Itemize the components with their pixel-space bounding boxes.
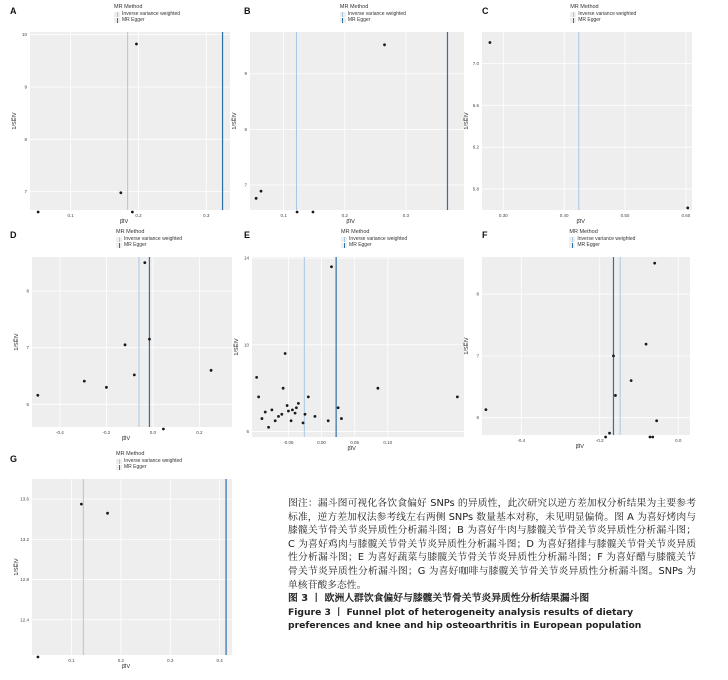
legend-label: MR Egger: [122, 17, 145, 23]
data-point: [653, 262, 656, 265]
x-tick-label: 0.2: [117, 658, 125, 663]
y-axis-label: 1/SE̅IV: [232, 112, 238, 130]
data-point: [327, 419, 330, 422]
y-tick-label: 8: [24, 136, 27, 142]
plot-background: [250, 32, 464, 210]
funnel-plot-svg: [232, 0, 478, 228]
x-tick-label: 0.3: [402, 213, 410, 218]
legend-label: Inverse variance weighted: [347, 11, 406, 17]
legend-label: Inverse variance weighted: [124, 458, 183, 464]
data-point: [290, 419, 293, 422]
data-point: [651, 436, 654, 439]
plot-background: [482, 32, 692, 210]
legend-label: Inverse variance weighted: [349, 236, 408, 242]
x-tick-label: 0.1: [67, 213, 74, 218]
data-point: [291, 408, 294, 411]
legend-title: MR Method: [570, 4, 599, 10]
x-tick-label: -0.2: [102, 430, 111, 435]
x-tick-label: -0.4: [517, 438, 526, 443]
legend-label: MR Egger: [349, 242, 372, 248]
data-point: [686, 207, 689, 210]
data-point: [294, 412, 297, 415]
data-point: [80, 503, 83, 506]
x-axis-label: β̂IV: [575, 444, 584, 450]
figure-caption: [288, 497, 696, 633]
x-tick-label: 0.4: [216, 658, 223, 663]
legend-title: MR Method: [569, 229, 598, 235]
x-tick-label: 0.3: [203, 213, 210, 218]
data-point: [489, 41, 492, 44]
y-tick-label: 6: [26, 401, 29, 407]
data-point: [340, 417, 343, 420]
legend-label: Inverse variance weighted: [578, 11, 637, 17]
data-point: [37, 211, 40, 214]
data-point: [280, 413, 283, 416]
caption-body: 图注：漏斗图可视化各饮食偏好 SNPs 的异质性，此次研究以逆方差加权分析结果为主要参考标准，逆方差加权法参考线左右两侧 SNPs 数量基本对称，未见明显偏倚。图 A 为喜好烤肉与膝髋关节骨关节炎异质性分析漏斗图；B 为喜好牛肉与膝髋关节骨关节炎异质性分析漏斗图；C 为喜好鸡肉与膝髋关节骨关节炎异质性分析漏斗图；D 为喜好猪排与膝髋关节骨关节炎异质性分析漏斗图；E 为喜好蔬菜与膝髋关节骨关节炎异质性分析漏斗图；F 为喜好醋与膝髋关节骨关节炎异质性分析漏斗图；G 为喜好咖啡与膝髋关节骨关节炎异质性分析漏斗图。SNPs 为单核苷酸多态性。: [288, 498, 696, 591]
panel-a: [0, 0, 240, 228]
y-tick-label: 14: [243, 255, 249, 261]
panel-f: [464, 226, 728, 456]
caption-title-en: Figure 3 丨 Funnel plot of heterogeneity analysis results of dietary preferences and knee and hip osteoarthritis in European population: [288, 606, 642, 632]
data-point: [264, 411, 267, 414]
data-point: [257, 395, 260, 398]
data-point: [284, 352, 287, 355]
plot-background: [32, 257, 232, 427]
legend-label: MR Egger: [347, 17, 371, 23]
data-point: [282, 387, 285, 390]
panel-g: [0, 450, 240, 680]
data-point: [37, 656, 40, 659]
funnel-plot-svg: [464, 0, 728, 228]
legend-label: MR Egger: [578, 17, 601, 23]
data-point: [286, 404, 289, 407]
y-axis-label: 1/SE̅IV: [464, 112, 470, 130]
data-point: [287, 410, 290, 413]
data-point: [255, 376, 258, 379]
data-point: [645, 343, 648, 346]
x-tick-label: 0.1: [68, 658, 75, 663]
data-point: [337, 406, 340, 409]
data-point: [261, 417, 264, 420]
x-tick-label: 0.2: [196, 430, 203, 435]
data-point: [260, 190, 263, 193]
data-point: [604, 436, 607, 439]
data-point: [143, 261, 146, 264]
y-axis-label: 1/SE̅IV: [14, 558, 20, 576]
data-point: [485, 408, 488, 411]
legend-label: MR Egger: [577, 242, 600, 248]
data-point: [302, 422, 305, 425]
x-tick-label: 0.40: [559, 213, 569, 218]
x-axis-label: β̂IV: [347, 446, 356, 452]
x-tick-label: 0.60: [681, 213, 691, 218]
panel-d: [0, 226, 240, 456]
y-tick-label: 7: [24, 189, 27, 195]
data-point: [295, 406, 298, 409]
data-point: [135, 43, 138, 46]
data-point: [274, 419, 277, 422]
legend-label: Inverse variance weighted: [122, 11, 181, 17]
x-tick-label: -0.4: [56, 430, 64, 435]
y-tick-label: 12.8: [20, 577, 29, 583]
data-point: [314, 415, 317, 418]
legend-label: Inverse variance weighted: [124, 236, 183, 242]
legend-label: Inverse variance weighted: [577, 236, 636, 242]
panel-letter: C: [482, 6, 489, 16]
x-axis-label: β̂IV: [121, 436, 131, 442]
data-point: [133, 373, 136, 376]
data-point: [267, 426, 270, 429]
y-tick-label: 7.0: [472, 60, 479, 66]
data-point: [630, 379, 633, 382]
panel-e: [234, 226, 478, 456]
x-axis-label: β̂IV: [576, 219, 585, 225]
y-tick-label: 10: [21, 32, 27, 38]
data-point: [614, 394, 617, 397]
data-point: [36, 394, 39, 397]
data-point: [330, 265, 333, 268]
y-tick-label: 5.8: [472, 186, 479, 192]
x-tick-label: -0.05: [283, 440, 294, 445]
y-tick-label: 7: [244, 182, 247, 188]
data-point: [312, 211, 315, 214]
data-point: [307, 395, 310, 398]
panel-letter: E: [244, 230, 251, 240]
y-tick-label: 10: [243, 342, 249, 348]
panel-letter: D: [10, 230, 17, 240]
y-tick-label: 7: [476, 353, 479, 359]
data-point: [383, 43, 386, 46]
data-point: [210, 369, 213, 372]
x-axis-label: β̂IV: [121, 664, 131, 670]
y-tick-label: 6.6: [472, 102, 479, 108]
data-point: [376, 387, 379, 390]
x-tick-label: 0.2: [341, 213, 348, 218]
x-tick-label: 0.1: [280, 213, 287, 218]
panel-c: [464, 0, 728, 228]
legend-title: MR Method: [116, 229, 145, 235]
x-tick-label: 0.2: [135, 213, 142, 218]
data-point: [304, 413, 307, 416]
y-axis-label: 1/SE̅IV: [234, 338, 240, 356]
x-tick-label: 0.05: [350, 440, 360, 445]
funnel-plot-svg: [0, 226, 240, 456]
y-tick-label: 9: [24, 84, 27, 90]
legend-title: MR Method: [341, 229, 370, 235]
panel-letter: G: [10, 454, 18, 464]
y-tick-label: 8: [244, 126, 247, 132]
y-tick-label: 6: [246, 429, 249, 435]
x-tick-label: 0.0: [149, 430, 157, 435]
legend-title: MR Method: [339, 4, 369, 10]
data-point: [124, 343, 127, 346]
x-tick-label: 0.00: [317, 440, 326, 445]
data-point: [456, 395, 459, 398]
panel-letter: A: [10, 6, 17, 16]
y-tick-label: 13.2: [20, 536, 29, 542]
y-tick-label: 8: [26, 288, 29, 294]
funnel-plot-svg: [0, 0, 240, 228]
data-point: [105, 386, 108, 389]
legend-label: MR Egger: [124, 464, 147, 470]
caption-title-cn: 图 3 丨 欧洲人群饮食偏好与膝髋关节骨关节炎异质性分析结果漏斗图: [288, 593, 590, 605]
y-tick-label: 8: [476, 291, 479, 297]
data-point: [162, 428, 165, 431]
y-tick-label: 6: [476, 415, 479, 421]
legend-title: MR Method: [114, 4, 143, 10]
panel-b: [232, 0, 478, 228]
x-axis-label: β̂IV: [119, 219, 129, 225]
plot-background: [30, 32, 230, 210]
funnel-plot-svg: [464, 226, 728, 456]
data-point: [255, 197, 258, 200]
plot-background: [252, 257, 464, 437]
data-point: [106, 512, 109, 515]
data-point: [270, 408, 273, 411]
data-point: [608, 432, 611, 435]
y-tick-label: 13.6: [20, 496, 29, 502]
data-point: [296, 211, 299, 214]
x-tick-label: 0.50: [620, 213, 630, 218]
x-tick-label: 0.30: [498, 213, 508, 218]
data-point: [131, 211, 134, 214]
y-axis-label: 1/SE̅IV: [464, 337, 470, 355]
y-axis-label: 1/SE̅IV: [14, 333, 20, 351]
y-tick-label: 12.4: [20, 617, 29, 623]
x-tick-label: 0.0: [675, 438, 682, 443]
y-tick-label: 6.2: [472, 144, 479, 150]
plot-background: [482, 257, 690, 435]
legend-label: MR Egger: [124, 242, 147, 248]
legend-title: MR Method: [116, 451, 145, 457]
y-tick-label: 9: [244, 71, 247, 77]
data-point: [148, 338, 151, 341]
panel-letter: F: [482, 230, 488, 240]
data-point: [297, 402, 300, 405]
data-point: [277, 415, 280, 418]
x-tick-label: -0.2: [595, 438, 604, 443]
funnel-plot-svg: [234, 226, 478, 456]
data-point: [83, 380, 86, 383]
data-point: [655, 419, 658, 422]
plot-background: [32, 479, 232, 655]
y-tick-label: 7: [26, 345, 29, 351]
panel-letter: B: [244, 6, 251, 16]
y-axis-label: 1/SE̅IV: [12, 112, 18, 130]
data-point: [649, 436, 652, 439]
funnel-plot-svg: [0, 450, 240, 680]
x-tick-label: 0.3: [167, 658, 174, 663]
data-point: [119, 191, 122, 194]
x-tick-label: 0.10: [383, 440, 393, 445]
data-point: [612, 354, 615, 357]
x-axis-label: β̂IV: [346, 219, 355, 225]
